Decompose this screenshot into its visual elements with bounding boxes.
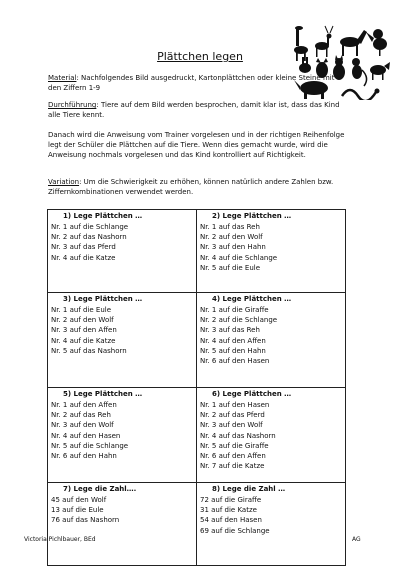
table-row [48, 483, 346, 566]
variation-text: : Um die Schwierigkeit zu erhöhen, können natürlich andere Zahlen bzw. Ziffernkombinationen verwendet werden. [48, 178, 334, 196]
footer-author: Victoria Pichlbauer, BEd [24, 536, 96, 543]
material-paragraph [48, 73, 348, 93]
task-line: Nr. 4 auf den Affen [200, 336, 266, 345]
task-line: 76 auf das Nashorn [51, 516, 120, 525]
task-heading: 2) Lege Plättchen … [212, 212, 292, 220]
task-line: Nr. 1 auf das Reh [200, 223, 260, 231]
task-heading: 5) Lege Plättchen … [63, 390, 143, 398]
task-heading: 6) Lege Plättchen … [212, 390, 292, 398]
task-cell-8 [197, 483, 346, 566]
task-line: Nr. 5 auf den Hahn [200, 346, 266, 355]
page-title: Plättchen legen [157, 50, 243, 63]
task-cell-6 [197, 388, 346, 483]
task-line: Nr. 5 auf die Giraffe [200, 441, 269, 450]
task-line: Nr. 1 auf die Schlange [51, 223, 129, 231]
task-line: Nr. 2 auf den Wolf [200, 233, 263, 242]
task-line: Nr. 2 auf das Nashorn [51, 233, 127, 242]
task-heading: 4) Lege Plättchen … [212, 295, 292, 303]
task-line: Nr. 5 auf die Eule [200, 263, 261, 272]
task-line: Nr. 4 auf die Katze [51, 336, 116, 345]
task-line: Nr. 4 auf die Schlange [200, 253, 278, 262]
material-label: Material [48, 74, 77, 82]
task-line: 31 auf die Katze [200, 506, 257, 515]
task-line: Nr. 5 auf die Schlange [51, 441, 129, 450]
task-line: 69 auf die Schlange [200, 526, 270, 535]
task-line: Nr. 3 auf den Hahn [200, 243, 266, 252]
task-line: Nr. 2 auf den Wolf [51, 316, 114, 325]
task-line: Nr. 1 auf den Affen [51, 401, 117, 409]
task-line: Nr. 4 auf das Nashorn [200, 431, 276, 440]
task-line: Nr. 7 auf die Katze [200, 462, 265, 471]
task-line: 54 auf den Hasen [200, 516, 262, 525]
material-text: : Nachfolgendes Bild ausgedruckt, Kartonplättchen oder kleine Steine mit den Ziffern 1-9 [48, 74, 335, 92]
task-heading: 1) Lege Plättchen … [63, 212, 143, 220]
task-heading: 3) Lege Plättchen … [63, 295, 143, 303]
durchfuehrung-label: Durchführung [48, 101, 97, 109]
task-line: Nr. 6 auf den Hahn [51, 452, 117, 461]
task-cell-1 [48, 210, 197, 293]
task-line: Nr. 3 auf den Affen [51, 326, 117, 335]
table-row [48, 388, 346, 483]
task-cell-4 [197, 293, 346, 388]
task-line: Nr. 4 auf den Hasen [51, 431, 121, 440]
task-cell-3 [48, 293, 197, 388]
table-row [48, 293, 346, 388]
task-line: Nr. 4 auf die Katze [51, 253, 116, 262]
task-line: 13 auf die Eule [51, 506, 104, 515]
task-cell-2 [197, 210, 346, 293]
task-line: Nr. 3 auf den Wolf [51, 421, 114, 430]
task-cell-7 [48, 483, 197, 566]
task-line: Nr. 6 auf den Hasen [200, 357, 270, 366]
footer-code: AG [352, 536, 361, 543]
task-line: Nr. 1 auf den Hasen [200, 401, 270, 409]
danach-paragraph: Danach wird die Anweisung vom Trainer vorgelesen und in der richtigen Reihenfolge legt der Schüler die Plättchen auf die Tiere. Wenn dies gemacht wurde, wird die Anweisung nochmals vorgelesen und das Kind kontrolliert auf Richtigkeit. [48, 131, 345, 159]
variation-label: Variation [48, 178, 80, 186]
task-line: Nr. 3 auf den Wolf [200, 421, 263, 430]
table-row [48, 210, 346, 293]
task-table [47, 209, 346, 566]
task-line: Nr. 1 auf die Giraffe [200, 306, 269, 314]
task-line: Nr. 2 auf das Pferd [200, 411, 265, 420]
durchfuehrung-text: : Tiere auf dem Bild werden besprochen, damit klar ist, dass das Kind alle Tiere kennt. [48, 101, 340, 119]
task-cell-5 [48, 388, 197, 483]
task-line: Nr. 1 auf die Eule [51, 306, 112, 314]
task-line: Nr. 2 auf das Reh [51, 411, 111, 420]
task-heading: 8) Lege die Zahl … [212, 485, 286, 493]
task-line: 72 auf die Giraffe [200, 496, 262, 504]
task-line: Nr. 2 auf die Schlange [200, 316, 278, 325]
task-line: Nr. 5 auf das Nashorn [51, 346, 127, 355]
task-line: Nr. 6 auf den Affen [200, 452, 266, 461]
variation-paragraph [48, 177, 348, 197]
task-line: Nr. 3 auf das Pferd [51, 243, 116, 252]
task-line: 45 auf den Wolf [51, 496, 107, 504]
task-heading: 7) Lege die Zahl…. [63, 485, 137, 493]
durchfuehrung-paragraph [48, 100, 348, 120]
task-line: Nr. 3 auf das Reh [200, 326, 260, 335]
